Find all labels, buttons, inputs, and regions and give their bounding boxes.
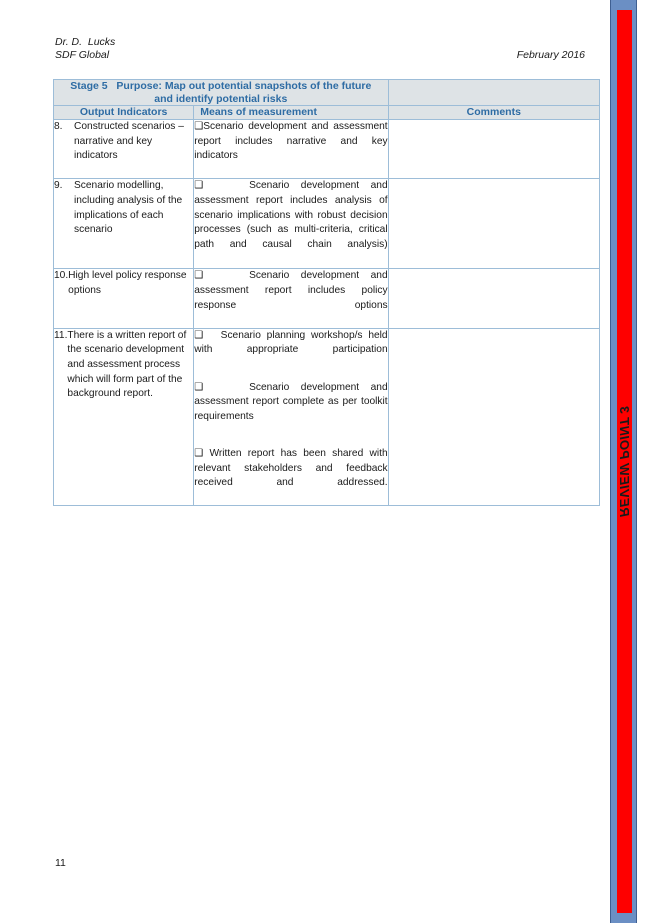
table-row [54,328,600,506]
review-point-label: REVIEW POINT 3 [617,405,632,518]
review-point-label-wrap [611,0,638,923]
indicator-cell [54,179,194,269]
table-row [54,120,600,179]
stage-header-blank-cell [388,80,599,106]
means-item [194,329,387,373]
means-text: Scenario planning workshop/s held with appropriate participation [194,329,388,356]
checkbox-icon[interactable]: ❑ [194,270,204,282]
means-item [194,447,387,505]
review-point-bar [610,0,637,923]
means-text: Scenario development and assessment report complete as per toolkit requirements [194,381,388,422]
column-header-comments: Comments [388,106,599,120]
indicator-number: 11. [54,329,68,341]
checkbox-icon[interactable]: ❑ [194,329,204,341]
comments-cell[interactable] [388,120,599,179]
means-text: Scenario development and assessment report includes narrative and key indicators [194,121,388,162]
indicator-cell [54,328,194,506]
indicator-number: 9. [54,180,63,192]
indicator-number: 8. [54,121,63,132]
header-organisation: SDF Global [55,49,110,61]
header-author-block [55,36,115,62]
indicator-text: There is a written report of the scenario development and assessment process which will form part of the background report. [67,329,187,400]
column-header-output-indicators: Output Indicators [54,106,194,120]
means-cell [194,179,388,269]
means-cell [194,269,388,328]
table-row [54,269,600,328]
table-row [54,179,600,269]
checkbox-icon[interactable]: ❑ [194,180,204,192]
means-text: Written report has been shared with relevant stakeholders and feedback received and addressed. [194,447,388,489]
column-header-means-of-measurement: Means of measurement [194,106,388,120]
indicator-cell [54,120,194,179]
means-item [194,269,387,327]
indicator-cell [54,269,194,328]
indicator-text: Scenario modelling, including analysis of the implications of each scenario [74,180,183,236]
table-header-stage-row [54,80,600,106]
means-cell [194,328,388,506]
means-text: Scenario development and assessment report includes policy response options [194,270,388,311]
means-text: Scenario development and assessment report includes analysis of scenario implications with robust decision processes (such as multi-criteria, critical path and causal chain analysis) [194,180,388,250]
header-date: February 2016 [516,49,585,61]
checkbox-icon[interactable]: ❑ [194,447,204,459]
running-header [55,36,595,66]
comments-cell[interactable] [388,179,599,269]
means-item [194,179,387,267]
stage-purpose-line1: Purpose: Map out potential snapshots of the future [116,80,372,92]
checkbox-icon[interactable]: ❑ [194,381,204,393]
header-author: Dr. D. Lucks [55,36,116,48]
indicator-text: High level policy response options [68,270,187,296]
page-number: 11 [55,857,66,869]
indicator-text: Constructed scenarios – narrative and key indicators [74,121,184,162]
means-item [194,381,387,439]
stage-purpose-line2: and identify potential risks [154,92,288,105]
comments-cell[interactable] [388,269,599,328]
means-item [194,120,387,178]
indicator-number: 10. [54,270,69,282]
table-header-columns-row [54,106,600,120]
stage-label: Stage 5 [70,80,108,92]
stage-purpose-cell [54,80,389,106]
checkbox-icon[interactable]: ❑ [194,121,204,132]
comments-cell[interactable] [388,328,599,506]
means-cell [194,120,388,179]
stage5-assessment-table [53,79,600,506]
